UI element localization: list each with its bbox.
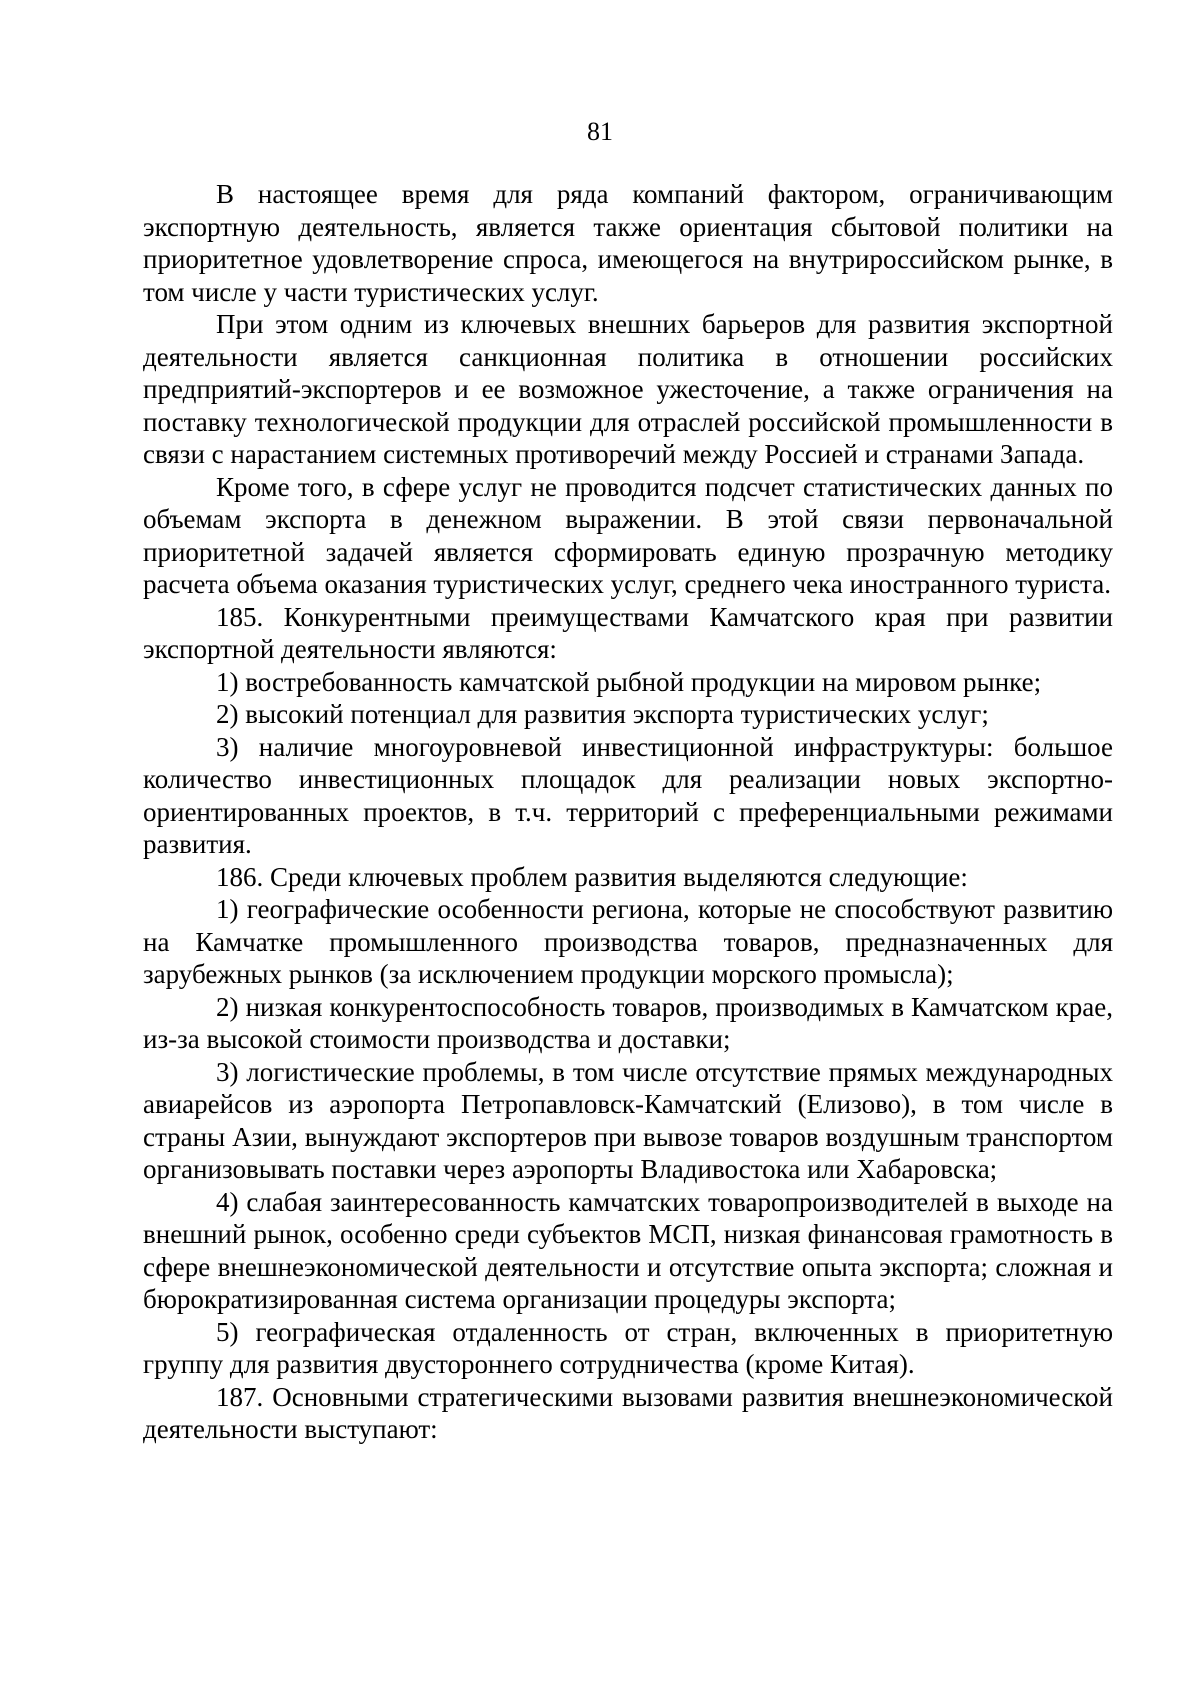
list-item-186-1: 1) географические особенности региона, которые не способствуют развитию на Камчатке промышленного производства товаров, предназначенных для зарубежных рынков (за исключением продукции морского промысла); <box>143 894 1113 989</box>
paragraph-187-challenges: 187. Основными стратегическими вызовами развития внешнеэкономической деятельности выступают: <box>143 1381 1113 1444</box>
list-item-186-3: 3) логистические проблемы, в том числе отсутствие прямых международных авиарейсов из аэропорта Петропавловск-Камчатский (Елизово), в том числе в страны Азии, вынуждают экспортеров при вывозе товаров воздушным транспортом организовывать поставки через аэропорты Владивостока или Хабаровска; <box>143 1056 1113 1184</box>
page-number: 81 <box>587 117 613 146</box>
paragraph-185-advantages: 185. Конкурентными преимуществами Камчатского края при развитии экспортной деятельности являются: <box>143 601 1113 664</box>
paragraph-186-problems: 186. Среди ключевых проблем развития выделяются следующие: <box>216 861 968 892</box>
list-item-185-3: 3) наличие многоуровневой инвестиционной инфраструктуры: большое количество инвестиционных площадок для реализации новых экспортно-ориентированных проектов, в т.ч. территорий с преференциальными режимами развития. <box>143 731 1113 859</box>
list-item-186-5: 5) географическая отдаленность от стран, включенных в приоритетную группу для развития двустороннего сотрудничества (кроме Китая). <box>143 1316 1113 1379</box>
list-item-186-4: 4) слабая заинтересованность камчатских товаропроизводителей в выходе на внешний рынок, особенно среди субъектов МСП, низкая финансовая грамотность в сфере внешнеэкономической деятельности и отсутствие опыта экспорта; сложная и бюрократизированная система организации процедуры экспорта; <box>143 1186 1113 1314</box>
paragraph-services-statistics: Кроме того, в сфере услуг не проводится подсчет статистических данных по объемам экспорта в денежном выражении. В этой связи первоначальной приоритетной задачей является сформировать единую прозрачную методику расчета объема оказания туристических услуг, среднего чека иностранного туриста. <box>143 471 1113 599</box>
document-body <box>143 178 1113 1446</box>
list-item-185-1: 1) востребованность камчатской рыбной продукции на мировом рынке; <box>216 666 1042 697</box>
list-item-185-2: 2) высокий потенциал для развития экспорта туристических услуг; <box>216 699 989 729</box>
list-item-186-2: 2) низкая конкурентоспособность товаров, производимых в Камчатском крае, из-за высокой стоимости производства и доставки; <box>143 991 1113 1054</box>
paragraph-sanctions-barrier: При этом одним из ключевых внешних барьеров для развития экспортной деятельности является санкционная политика в отношении российских предприятий-экспортеров и ее возможное ужесточение, а также ограничения на поставку технологической продукции для отраслей российской промышленности в связи с нарастанием системных противоречий между Россией и странами Запада. <box>143 309 1113 469</box>
paragraph-export-orientation: В настоящее время для ряда компаний фактором, ограничивающим экспортную деятельность, является также ориентация сбытовой политики на приоритетное удовлетворение спроса, имеющегося на внутрироссийском рынке, в том числе у части туристических услуг. <box>143 179 1113 307</box>
